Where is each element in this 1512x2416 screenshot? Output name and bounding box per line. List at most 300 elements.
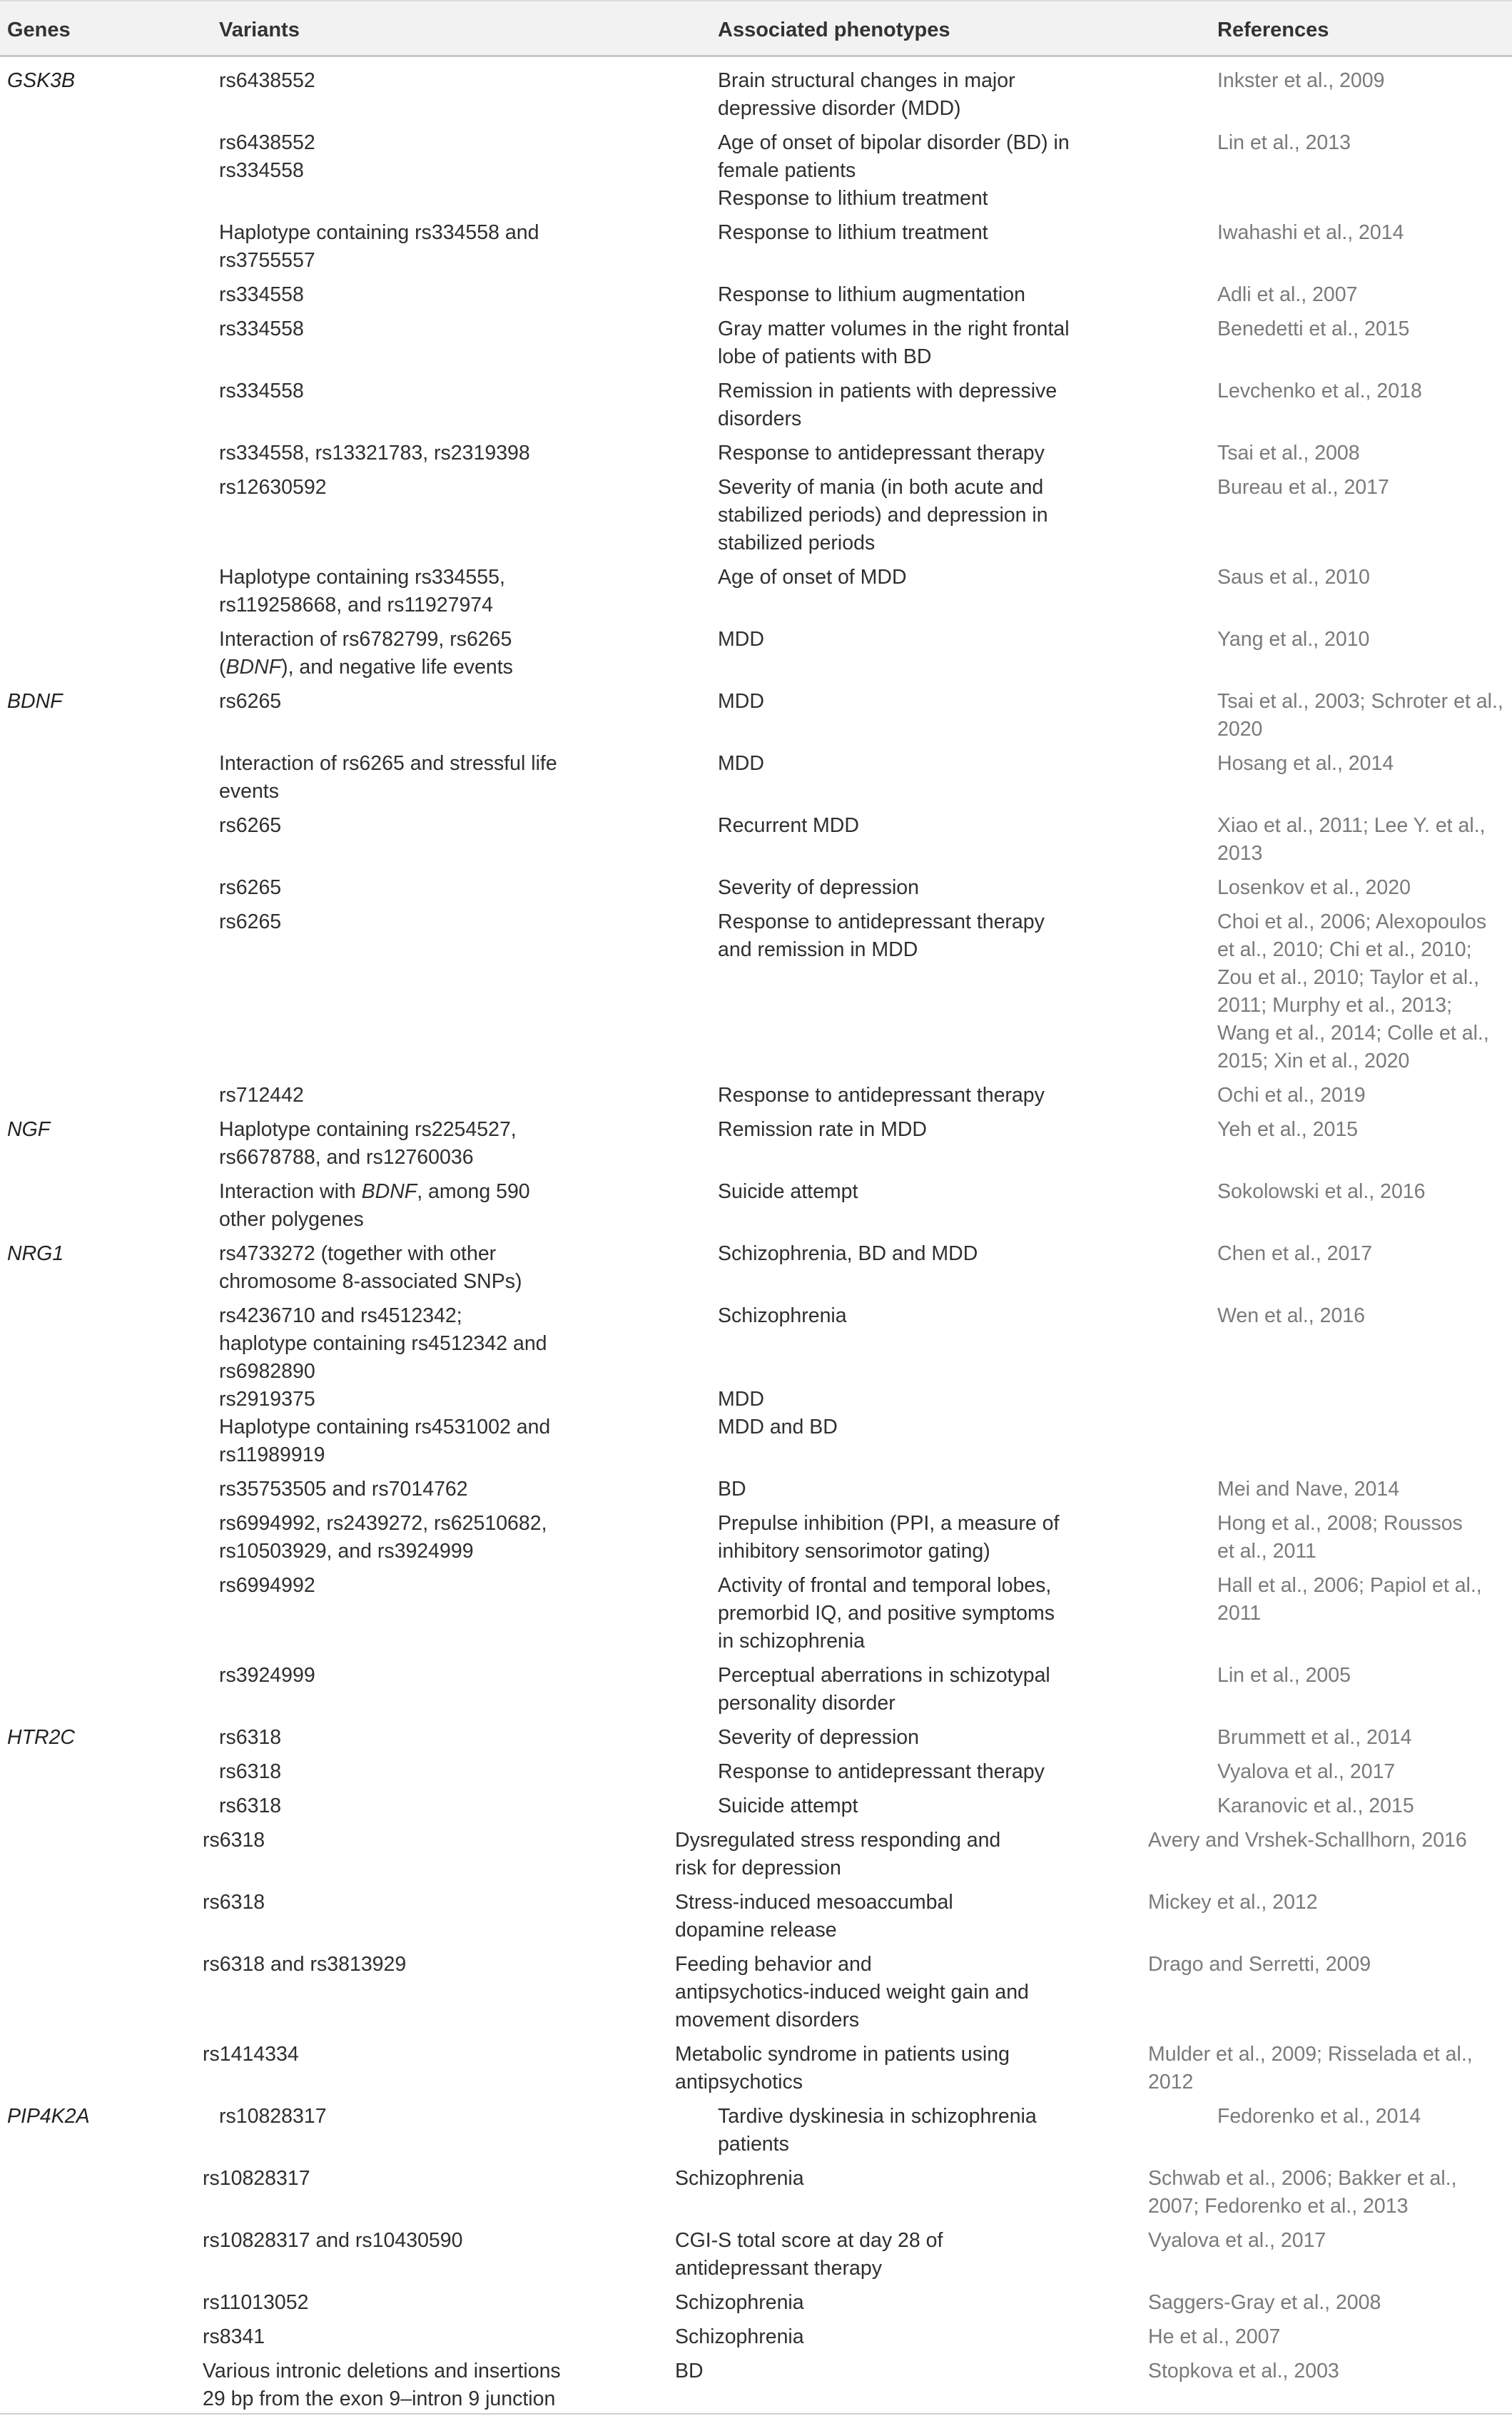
- variant-cell-line: rs119258668, and rs11927974: [219, 594, 494, 616]
- gene-name: BDNF: [7, 690, 63, 713]
- phenotype-cell: [675, 2165, 804, 2193]
- table-row: [0, 564, 1512, 619]
- reference-cell-line: Wang et al., 2014; Colle et al.,: [1217, 1022, 1489, 1045]
- table-header: [0, 0, 1512, 57]
- variant-cell-line: rs11013052: [203, 2291, 309, 2314]
- variant-cell-line: rs6265: [219, 910, 282, 933]
- phenotype-cell-line: Stress-induced mesoaccumbal: [675, 1891, 953, 1914]
- header-phenotypes: Associated phenotypes: [718, 19, 950, 41]
- variant-cell-line: rs6265: [219, 690, 282, 713]
- reference-cell-line: Lin et al., 2005: [1217, 1664, 1351, 1687]
- reference-cell-line: Yang et al., 2010: [1217, 628, 1370, 651]
- table-row: [0, 874, 1512, 902]
- variant-cell-line: haplotype containing rs4512342 and: [219, 1332, 547, 1355]
- reference-cell: [1217, 1082, 1366, 1110]
- variant-cell-line: Haplotype containing rs334558 and: [219, 221, 539, 244]
- phenotype-cell: [718, 1240, 978, 1268]
- phenotype-cell-line: Severity of depression: [718, 1726, 919, 1749]
- variant-cell-line: rs334558: [219, 380, 304, 402]
- reference-cell: [1148, 2227, 1326, 2255]
- reference-cell: [1217, 474, 1389, 502]
- phenotype-cell-line: Age of onset of bipolar disorder (BD) in: [718, 131, 1070, 154]
- reference-cell: [1217, 315, 1409, 343]
- reference-cell-line: 2007; Fedorenko et al., 2013: [1148, 2195, 1409, 2218]
- phenotype-cell-line: Remission in patients with depressive: [718, 380, 1057, 402]
- variant-cell-line: rs712442: [219, 1084, 304, 1107]
- phenotype-cell-line: Response to lithium augmentation: [718, 283, 1025, 306]
- reference-cell-line: Adli et al., 2007: [1217, 283, 1358, 306]
- phenotype-cell-line: Schizophrenia, BD and MDD: [718, 1242, 978, 1265]
- phenotype-cell-line: BD: [718, 1478, 746, 1501]
- phenotype-cell-line: MDD: [718, 690, 764, 713]
- table-row: [0, 1116, 1512, 1172]
- variant-cell: [219, 1662, 315, 1690]
- phenotype-cell-line: MDD and BD: [718, 1416, 838, 1438]
- table-row: [0, 1827, 1512, 1882]
- table-row: [0, 1510, 1512, 1565]
- table-row: [0, 2165, 1512, 2220]
- variant-cell: [219, 474, 327, 502]
- reference-cell-line: Zou et al., 2010; Taylor et al.,: [1217, 966, 1480, 989]
- variant-cell-line: Interaction of rs6265 and stressful life: [219, 752, 557, 775]
- phenotype-cell-line: Response to antidepressant therapy: [718, 1084, 1045, 1107]
- variant-cell: [219, 377, 304, 405]
- phenotype-cell-line: Response to antidepressant therapy: [718, 442, 1045, 465]
- variant-cell-line: rs4236710 and rs4512342;: [219, 1304, 462, 1327]
- reference-cell-line: Benedetti et al., 2015: [1217, 318, 1410, 340]
- reference-cell: [1217, 1510, 1463, 1565]
- reference-cell: [1217, 1240, 1372, 1268]
- phenotype-cell: [675, 1889, 953, 1944]
- variant-cell: [219, 564, 505, 619]
- reference-cell: [1217, 688, 1503, 743]
- table-row: [0, 2323, 1512, 2351]
- phenotype-cell-line: [718, 1358, 847, 1386]
- phenotype-cell-line: premorbid IQ, and positive symptoms: [718, 1602, 1055, 1625]
- variant-cell-line: rs6318: [219, 1795, 282, 1817]
- reference-cell-line: Iwahashi et al., 2014: [1217, 221, 1404, 244]
- phenotype-cell-line: Suicide attempt: [718, 1180, 858, 1203]
- variant-cell: [219, 1240, 522, 1296]
- header-genes: Genes: [7, 19, 71, 41]
- variant-cell-line: Haplotype containing rs4531002 and: [219, 1416, 551, 1438]
- variant-cell-line: other polygenes: [219, 1208, 364, 1231]
- reference-cell: [1217, 377, 1422, 405]
- phenotype-cell: [718, 129, 1070, 213]
- table-row: [0, 1951, 1512, 2034]
- reference-cell-line: Vyalova et al., 2017: [1148, 2229, 1326, 2252]
- reference-cell: [1217, 1116, 1358, 1144]
- table-row: [0, 129, 1512, 213]
- variant-cell: [203, 2227, 462, 2255]
- variant-cell-line: rs3755557: [219, 249, 315, 272]
- variant-cell-line: rs4733272 (together with other: [219, 1242, 497, 1265]
- table-row: [0, 908, 1512, 1075]
- reference-cell-line: Lin et al., 2013: [1217, 131, 1351, 154]
- variant-cell-line: rs6678788, and rs12760036: [219, 1146, 474, 1169]
- reference-cell-line: Stopkova et al., 2003: [1148, 2360, 1339, 2382]
- phenotype-cell: [675, 2357, 704, 2385]
- variant-cell-line: rs334558: [219, 283, 304, 306]
- phenotype-cell: [718, 1476, 746, 1503]
- variant-cell-line: Interaction with BDNF, among 590: [219, 1180, 530, 1203]
- variant-cell-line: rs3924999: [219, 1664, 315, 1687]
- reference-cell: [1217, 750, 1394, 778]
- phenotype-cell-line: Perceptual aberrations in schizotypal: [718, 1664, 1050, 1687]
- phenotype-cell-line: stabilized periods) and depression in: [718, 504, 1048, 527]
- reference-cell: [1148, 2323, 1280, 2351]
- reference-cell: [1217, 1302, 1365, 1330]
- phenotype-cell-line: Response to antidepressant therapy: [718, 1760, 1045, 1783]
- reference-cell: [1217, 1724, 1411, 1752]
- gene-name: GSK3B: [7, 69, 76, 92]
- phenotype-cell: [718, 1662, 1050, 1717]
- gene-name: PIP4K2A: [7, 2105, 90, 2128]
- table-row: [0, 1662, 1512, 1717]
- gene-name: NGF: [7, 1118, 51, 1141]
- variant-cell: [203, 2041, 299, 2069]
- phenotype-cell: [718, 1082, 1045, 1110]
- reference-cell-line: 2012: [1148, 2071, 1194, 2093]
- reference-cell-line: Brummett et al., 2014: [1217, 1726, 1412, 1749]
- table-row: [0, 2357, 1512, 2413]
- reference-cell-line: et al., 2011: [1217, 1540, 1316, 1563]
- variant-cell: [219, 1792, 281, 1820]
- header-variants: Variants: [219, 19, 300, 41]
- reference-cell: [1148, 2357, 1339, 2385]
- phenotype-cell: [718, 377, 1057, 433]
- table-row: [0, 2103, 1512, 2158]
- phenotype-cell: [718, 1724, 919, 1752]
- variant-cell-line: (BDNF), and negative life events: [219, 656, 513, 679]
- variant-cell: [219, 219, 539, 275]
- reference-cell: [1148, 2289, 1381, 2317]
- phenotype-cell-line: personality disorder: [718, 1692, 895, 1715]
- table-row: [0, 1082, 1512, 1110]
- phenotype-cell: [675, 1827, 1000, 1882]
- phenotype-cell: [718, 67, 1015, 123]
- table-row: [0, 1889, 1512, 1944]
- table-row: [0, 626, 1512, 681]
- phenotype-cell-line: lobe of patients with BD: [718, 345, 932, 368]
- variant-cell: [219, 1302, 550, 1469]
- reference-cell-line: Karanovic et al., 2015: [1217, 1795, 1414, 1817]
- reference-cell: [1217, 1662, 1351, 1690]
- table-row: [0, 1758, 1512, 1786]
- variant-cell-line: rs6318: [219, 1726, 282, 1749]
- reference-cell: [1217, 129, 1351, 157]
- variant-cell-line: rs334558: [219, 159, 304, 182]
- reference-cell-line: Saus et al., 2010: [1217, 566, 1370, 589]
- phenotype-cell-line: patients: [718, 2133, 789, 2156]
- variant-cell-line: chromosome 8-associated SNPs): [219, 1270, 522, 1293]
- variant-cell: [219, 67, 315, 95]
- reference-cell: [1148, 2041, 1473, 2096]
- table-row: [0, 1792, 1512, 1820]
- variant-cell-line: rs6982890: [219, 1360, 315, 1383]
- variant-cell: [203, 2357, 561, 2413]
- variant-cell-line: rs6318: [203, 1829, 265, 1852]
- variant-cell-line: events: [219, 780, 279, 803]
- table-row: [0, 2289, 1512, 2317]
- reference-cell-line: Chen et al., 2017: [1217, 1242, 1373, 1265]
- variant-cell: [219, 315, 304, 343]
- reference-cell-line: Choi et al., 2006; Alexopoulos: [1217, 910, 1487, 933]
- variant-cell-line: rs6994992: [219, 1574, 315, 1597]
- phenotype-cell-line: Activity of frontal and temporal lobes,: [718, 1574, 1052, 1597]
- phenotype-cell-line: Brain structural changes in major: [718, 69, 1015, 92]
- reference-cell-line: He et al., 2007: [1148, 2325, 1281, 2348]
- variant-cell-line: rs10828317: [219, 2105, 327, 2128]
- variant-cell-line: rs6265: [219, 814, 282, 837]
- table-row: [0, 1476, 1512, 1503]
- reference-cell: [1217, 440, 1360, 467]
- phenotype-cell-line: in schizophrenia: [718, 1630, 865, 1653]
- reference-cell-line: Hong et al., 2008; Roussos: [1217, 1512, 1463, 1535]
- reference-cell-line: Tsai et al., 2003; Schroter et al.,: [1217, 690, 1503, 713]
- variant-cell: [203, 2289, 308, 2317]
- phenotype-cell: [718, 1572, 1055, 1655]
- reference-cell: [1217, 1476, 1399, 1503]
- phenotype-cell-line: [718, 1330, 847, 1358]
- variant-cell-line: rs10503929, and rs3924999: [219, 1540, 474, 1563]
- reference-cell: [1217, 1572, 1482, 1628]
- phenotype-cell-line: inhibitory sensorimotor gating): [718, 1540, 990, 1563]
- reference-cell-line: Fedorenko et al., 2014: [1217, 2105, 1421, 2128]
- table-row: [0, 1572, 1512, 1655]
- phenotype-cell-line: Tardive dyskinesia in schizophrenia: [718, 2105, 1037, 2128]
- variant-cell-line: rs12630592: [219, 476, 327, 499]
- reference-cell: [1217, 1792, 1414, 1820]
- phenotype-cell-line: Feeding behavior and: [675, 1953, 872, 1976]
- reference-cell-line: 2011: [1217, 1602, 1262, 1625]
- variant-cell-line: rs35753505 and rs7014762: [219, 1478, 468, 1501]
- reference-cell: [1148, 1951, 1371, 1979]
- phenotype-cell: [718, 281, 1025, 309]
- variant-cell: [219, 1476, 468, 1503]
- variant-cell-line: rs2919375: [219, 1388, 315, 1411]
- table-row: [0, 1240, 1512, 1296]
- phenotype-cell-line: Age of onset of MDD: [718, 566, 907, 589]
- variant-cell: [219, 812, 281, 840]
- reference-cell: [1217, 1178, 1426, 1206]
- phenotype-cell: [718, 1302, 847, 1441]
- reference-cell: [1217, 908, 1489, 1075]
- table-row: [0, 377, 1512, 433]
- gene-name: HTR2C: [7, 1726, 76, 1749]
- phenotype-cell: [718, 688, 764, 716]
- phenotype-cell-line: Severity of depression: [718, 876, 919, 899]
- reference-cell: [1217, 626, 1369, 654]
- variant-cell-line: rs334558, rs13321783, rs2319398: [219, 442, 530, 465]
- variant-cell-line: rs6318: [203, 1891, 265, 1914]
- phenotype-cell: [718, 1510, 1059, 1565]
- variant-cell: [219, 1510, 547, 1565]
- variant-cell: [219, 1116, 517, 1172]
- variant-cell-line: rs6438552: [219, 131, 315, 154]
- phenotype-cell-line: Schizophrenia: [675, 2325, 804, 2348]
- phenotype-cell: [718, 1792, 858, 1820]
- variant-cell: [219, 1758, 281, 1786]
- phenotype-cell-line: antipsychotics: [675, 2071, 803, 2093]
- variant-cell: [219, 688, 281, 716]
- phenotype-cell-line: female patients: [718, 159, 856, 182]
- reference-cell: [1217, 812, 1486, 868]
- phenotype-cell-line: Recurrent MDD: [718, 814, 859, 837]
- phenotype-cell-line: stabilized periods: [718, 532, 876, 554]
- reference-cell: [1148, 2165, 1457, 2220]
- phenotype-cell: [718, 874, 919, 902]
- phenotype-cell: [718, 1178, 858, 1206]
- table-row: [0, 1724, 1512, 1752]
- reference-cell-line: Schwab et al., 2006; Bakker et al.,: [1148, 2167, 1457, 2190]
- phenotype-cell-line: Severity of mania (in both acute and: [718, 476, 1044, 499]
- phenotype-cell: [718, 564, 907, 592]
- table-row: [0, 281, 1512, 309]
- reference-cell: [1217, 1758, 1395, 1786]
- variant-cell-line: rs8341: [203, 2325, 265, 2348]
- phenotype-cell: [675, 2289, 804, 2317]
- reference-cell: [1217, 564, 1370, 592]
- phenotype-cell-line: MDD: [718, 752, 764, 775]
- table-row: [0, 219, 1512, 275]
- phenotype-cell-line: movement disorders: [675, 2009, 860, 2031]
- phenotype-cell: [718, 750, 764, 778]
- reference-cell: [1217, 219, 1404, 247]
- table-row: [0, 2041, 1512, 2096]
- phenotype-cell-line: antipsychotics-induced weight gain and: [675, 1981, 1029, 2004]
- reference-cell: [1217, 874, 1411, 902]
- phenotype-cell-line: dopamine release: [675, 1919, 837, 1942]
- phenotype-cell-line: Schizophrenia: [675, 2291, 804, 2314]
- phenotype-cell-line: Prepulse inhibition (PPI, a measure of: [718, 1512, 1060, 1535]
- variant-cell-line: rs6438552: [219, 69, 315, 92]
- variant-cell: [219, 1082, 304, 1110]
- reference-cell-line: Vyalova et al., 2017: [1217, 1760, 1396, 1783]
- variant-cell: [203, 2165, 310, 2193]
- variant-cell-line: rs10828317: [203, 2167, 310, 2190]
- reference-cell: [1217, 2103, 1421, 2131]
- phenotype-cell: [718, 2103, 1037, 2158]
- variant-cell: [219, 281, 304, 309]
- reference-cell-line: Losenkov et al., 2020: [1217, 876, 1411, 899]
- variant-cell-line: Various intronic deletions and insertions: [203, 2360, 561, 2382]
- reference-cell-line: Drago and Serretti, 2009: [1148, 1953, 1371, 1976]
- variant-cell: [203, 1889, 265, 1917]
- table-row: [0, 812, 1512, 868]
- phenotype-cell: [718, 1116, 927, 1144]
- phenotype-cell-line: Metabolic syndrome in patients using: [675, 2043, 1010, 2066]
- phenotype-cell: [718, 440, 1045, 467]
- table-row: [0, 688, 1512, 743]
- reference-cell-line: Hall et al., 2006; Papiol et al.,: [1217, 1574, 1482, 1597]
- reference-cell: [1148, 1889, 1318, 1917]
- reference-cell-line: et al., 2010; Chi et al., 2010;: [1217, 938, 1472, 961]
- reference-cell-line: Mei and Nave, 2014: [1217, 1478, 1400, 1501]
- reference-cell: [1217, 281, 1357, 309]
- variant-cell-line: rs10828317 and rs10430590: [203, 2229, 463, 2252]
- phenotype-cell-line: MDD: [718, 628, 764, 651]
- table-row: [0, 1302, 1512, 1469]
- variant-cell: [219, 626, 513, 681]
- phenotype-cell: [718, 219, 988, 247]
- phenotype-cell: [675, 2227, 943, 2283]
- phenotype-cell-line: Schizophrenia: [718, 1304, 847, 1327]
- phenotype-cell-line: Remission rate in MDD: [718, 1118, 927, 1141]
- reference-cell-line: Ochi et al., 2019: [1217, 1084, 1366, 1107]
- reference-cell-line: Saggers-Gray et al., 2008: [1148, 2291, 1381, 2314]
- phenotype-cell: [675, 2041, 1010, 2096]
- phenotype-cell-line: disorders: [718, 407, 802, 430]
- table-row: [0, 440, 1512, 467]
- variant-cell: [219, 1178, 530, 1234]
- table-row: [0, 1178, 1512, 1234]
- variant-cell: [203, 2323, 265, 2351]
- reference-cell-line: Hosang et al., 2014: [1217, 752, 1394, 775]
- variant-cell: [219, 2103, 327, 2131]
- reference-cell-line: Mulder et al., 2009; Risselada et al.,: [1148, 2043, 1473, 2066]
- reference-cell-line: Yeh et al., 2015: [1217, 1118, 1359, 1141]
- reference-cell-line: Avery and Vrshek-Schallhorn, 2016: [1148, 1829, 1467, 1852]
- reference-cell: [1148, 1827, 1467, 1854]
- variant-cell: [219, 908, 281, 936]
- phenotype-cell-line: antidepressant therapy: [675, 2257, 882, 2280]
- variant-cell: [219, 1724, 281, 1752]
- variant-cell: [219, 1572, 315, 1600]
- phenotype-cell-line: and remission in MDD: [718, 938, 918, 961]
- header-references: References: [1217, 19, 1329, 41]
- table-row: [0, 2227, 1512, 2283]
- phenotype-cell-line: Dysregulated stress responding and: [675, 1829, 1001, 1852]
- phenotype-cell-line: Suicide attempt: [718, 1795, 858, 1817]
- variant-cell: [203, 1827, 265, 1854]
- table-row: [0, 315, 1512, 371]
- reference-cell-line: 2011; Murphy et al., 2013;: [1217, 994, 1453, 1017]
- reference-cell-line: Wen et al., 2016: [1217, 1304, 1366, 1327]
- reference-cell-line: Sokolowski et al., 2016: [1217, 1180, 1426, 1203]
- reference-cell-line: Bureau et al., 2017: [1217, 476, 1389, 499]
- gene-name: NRG1: [7, 1242, 64, 1265]
- table-row: [0, 67, 1512, 123]
- variant-cell-line: Interaction of rs6782799, rs6265: [219, 628, 512, 651]
- phenotype-cell-line: Response to antidepressant therapy: [718, 910, 1045, 933]
- reference-cell-line: Levchenko et al., 2018: [1217, 380, 1422, 402]
- phenotype-cell: [718, 626, 764, 654]
- table-row: [0, 750, 1512, 806]
- variant-cell-line: rs6318 and rs3813929: [203, 1953, 407, 1976]
- phenotype-cell: [675, 1951, 1029, 2034]
- phenotype-cell: [718, 315, 1070, 371]
- reference-cell-line: 2020: [1217, 718, 1263, 741]
- phenotype-cell: [718, 812, 859, 840]
- variant-cell-line: rs1414334: [203, 2043, 299, 2066]
- table-bottom-rule: [0, 2413, 1512, 2415]
- variant-cell-line: rs6994992, rs2439272, rs62510682,: [219, 1512, 547, 1535]
- variant-cell-line: rs6265: [219, 876, 282, 899]
- variant-cell: [219, 129, 315, 185]
- variant-cell-line: rs6318: [219, 1760, 282, 1783]
- reference-cell-line: 2015; Xin et al., 2020: [1217, 1050, 1410, 1072]
- phenotype-cell: [718, 474, 1048, 557]
- phenotype-cell-line: Gray matter volumes in the right frontal: [718, 318, 1070, 340]
- reference-cell: [1217, 67, 1384, 95]
- phenotype-cell-line: Schizophrenia: [675, 2167, 804, 2190]
- phenotype-cell-line: BD: [675, 2360, 704, 2382]
- phenotype-cell-line: Response to lithium treatment: [718, 187, 988, 210]
- reference-cell-line: Tsai et al., 2008: [1217, 442, 1360, 465]
- phenotype-cell-line: depressive disorder (MDD): [718, 97, 961, 120]
- phenotype-cell: [718, 1758, 1045, 1786]
